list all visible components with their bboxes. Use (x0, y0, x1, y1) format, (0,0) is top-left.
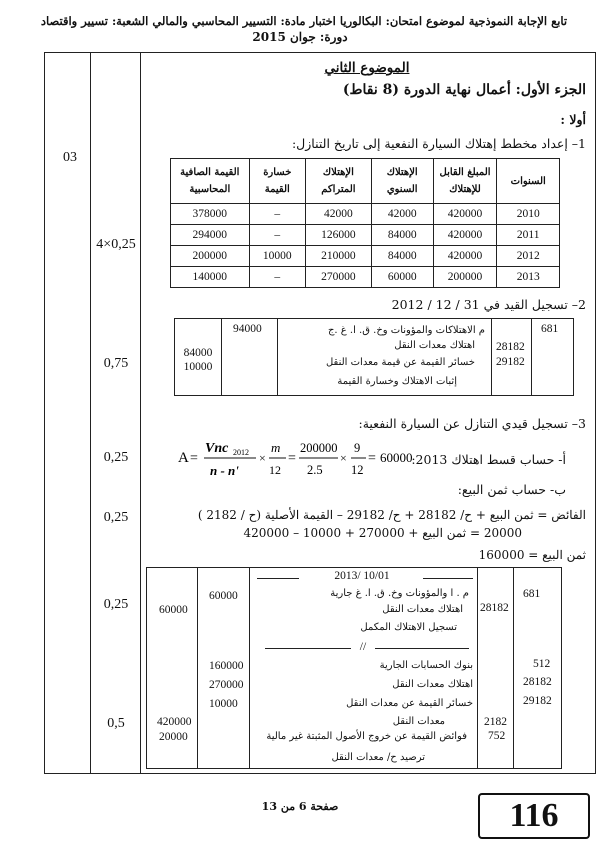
formula-num1-sub: 2012 (233, 448, 249, 457)
entry3-debit-amount-3: 10000 (209, 698, 238, 710)
table-cell: – (249, 267, 305, 288)
entry3-debit-label-1: بنوك الحسابات الجارية (379, 660, 473, 671)
table-cell: 140000 (171, 267, 250, 288)
formula-result: 60000 (380, 450, 413, 465)
table-cell: 200000 (433, 267, 497, 288)
entry1-credit-account-2: 29182 (496, 356, 525, 368)
entry1-credit-amount-2: 10000 (183, 361, 213, 373)
entry3-credit-label-2: فوائض القيمة عن خروج الأصول المثبتة غير مالية (266, 731, 467, 742)
table-row (171, 225, 560, 246)
exam-header-session: دورة: جوان 2015 (252, 30, 348, 44)
entry3-debit-label-2: اهتلاك معدات النقل (392, 679, 473, 690)
formula-den4: 12 (351, 463, 364, 477)
table-cell: – (249, 225, 305, 246)
entry3-debit-amount-1: 160000 (209, 660, 244, 672)
entry3-debit-amount-2: 270000 (209, 679, 244, 691)
entry3-credit-account-1: 2182 (484, 716, 507, 728)
entry1-debit-label: م الاهتلاكات والمؤونات وخ. ق. ا. غ .ج (327, 325, 485, 336)
exam-header-line1: تابع الإجابة النموذجية لموضوع امتحان: البكالوريا اختبار مادة: التسيير المحاسبي والمالي الشعبة: تسيير واقتصاد (40, 14, 568, 28)
table-cell: 2013 (497, 267, 560, 288)
table-cell: 42000 (371, 204, 433, 225)
table-cell: 420000 (433, 246, 497, 267)
formula-equals-2: = (288, 451, 296, 466)
col-header-impairment: خسارة القيمة (249, 159, 305, 204)
formula-num3: 200000 (300, 441, 338, 455)
journal-entries-disposal (146, 567, 562, 769)
formula-equals-3: = (368, 451, 376, 466)
depreciation-table (170, 158, 560, 288)
mark-entry3: 0,5 (107, 716, 125, 731)
table-cell: 60000 (371, 267, 433, 288)
entry-separator-rule-right (375, 648, 469, 649)
table-cell: 210000 (306, 246, 372, 267)
entry3-debit-label-3: خسائر القيمة عن معدات النقل (346, 698, 473, 709)
table-header-row (171, 159, 560, 204)
table-cell: 2010 (497, 204, 560, 225)
formula-times-2: × (340, 451, 347, 465)
entry1-description: إثبات الاهتلاك وخسارة القيمة (337, 376, 457, 387)
depreciation-formula (178, 436, 418, 480)
table-cell: – (249, 204, 305, 225)
table-row (171, 246, 560, 267)
entry3-credit-amount-2: 20000 (159, 731, 188, 743)
entry2-credit-amount: 60000 (159, 604, 188, 616)
table-cell: 420000 (433, 204, 497, 225)
col-header-years: السنوات (497, 159, 560, 204)
table-cell: 126000 (306, 225, 372, 246)
surplus-equation: الفائض = ثمن البيع + ح/ 28182 + ح/ 29182 – القيمة الأصلية (ح / 2182 ) (197, 508, 586, 522)
table-cell: 84000 (371, 246, 433, 267)
entry1-credit-label-1: اهتلاك معدات النقل (394, 340, 475, 351)
mark-sub-b: 0,25 (103, 510, 129, 525)
formula-num1: Vnc (205, 441, 229, 456)
section1-title: 1– إعداد مخطط إهتلاك السيارة النفعية إلى تاريخ التنازل: (291, 136, 586, 151)
table-cell: 420000 (433, 225, 497, 246)
table-row (171, 204, 560, 225)
entry3-credit-account-2: 752 (488, 730, 506, 742)
entry2-date-rule-right (423, 578, 473, 579)
entry1-credit-amount-1: 84000 (183, 347, 213, 359)
topic-title: الموضوع الثاني (324, 60, 410, 76)
formula-den2: 12 (269, 463, 281, 477)
section2-title: 2– تسجيل القيد في 31 / 12 / 2012 (391, 297, 586, 312)
col-header-annual: الإهتلاك السنوي (371, 159, 433, 204)
col-header-accumulated: الإهتلاك المتراكم (306, 159, 372, 204)
entry2-debit-amount: 60000 (209, 590, 238, 602)
section3-title: 3– تسجيل قيدي التنازل عن السيارة النفعية: (358, 416, 586, 431)
entry2-credit-label: اهتلاك معدات النقل (382, 604, 463, 615)
formula-equals-1: = (190, 451, 198, 466)
entry3-credit-label-1: معدات النقل (392, 716, 445, 727)
mark-entry2: 0,25 (103, 597, 129, 612)
col-header-net-value: القيمة الصافية المحاسبية (171, 159, 250, 204)
entry2-description: تسجيل الاهتلاك المكمل (360, 622, 457, 633)
entry1-debit-account: 681 (541, 323, 559, 335)
column-divider-left (90, 52, 91, 774)
journal-entry-2012 (174, 318, 574, 396)
entry2-debit-account: 681 (523, 588, 541, 600)
table-row (171, 267, 560, 288)
col-header-depreciable: المبلغ القابل للإهتلاك (433, 159, 497, 204)
entry-separator-rule-left (265, 648, 351, 649)
table-cell: 294000 (171, 225, 250, 246)
entry1-credit-account-1: 28182 (496, 341, 525, 353)
first-label: أولا : (560, 112, 586, 127)
entry2-debit-label: م . ا والمؤونات وخ. ق. ا. غ جارية (330, 588, 469, 599)
table-cell: 378000 (171, 204, 250, 225)
table-cell: 10000 (249, 246, 305, 267)
surplus-substitution: 20000 = ثمن البيع + 270000 + 10000 – 420000 (243, 526, 522, 540)
part1-title: الجزء الأول: أعمال نهاية الدورة (8 نقاط) (342, 82, 586, 98)
entry3-debit-account-3: 29182 (523, 695, 552, 707)
mark-section2: 0,75 (103, 356, 129, 371)
formula-num2: m (271, 440, 281, 455)
table-cell: 2012 (497, 246, 560, 267)
table-cell: 200000 (171, 246, 250, 267)
formula-den3: 2.5 (307, 463, 323, 477)
entry3-debit-account-1: 512 (533, 658, 551, 670)
selling-price-result: ثمن البيع = 160000 (478, 548, 586, 562)
mark-sub-a: 0,25 (103, 450, 129, 465)
entry1-debit-amount: 94000 (233, 323, 262, 335)
entry2-credit-account: 28182 (480, 602, 509, 614)
table-cell: 2011 (497, 225, 560, 246)
page-label: صفحة 6 من 13 (261, 800, 339, 813)
entry1-credit-label-2: خسائر القيمة عن قيمة معدات النقل (325, 357, 475, 368)
formula-lhs: A (178, 450, 189, 466)
entry3-description: ترصيد ح/ معدات النقل (331, 752, 425, 763)
formula-num4: 9 (354, 441, 361, 455)
mark-section1: 4×0,25 (96, 237, 136, 252)
sub-b-title: ب- حساب ثمن البيع: (457, 482, 566, 497)
table-cell: 42000 (306, 204, 372, 225)
table-cell: 270000 (306, 267, 372, 288)
table-cell: 84000 (371, 225, 433, 246)
entry3-debit-account-2: 28182 (523, 676, 552, 688)
entry-separator: // (359, 641, 367, 653)
question-code: 03 (63, 150, 77, 165)
sub-a-title: أ- حساب قسط اهتلاك 2013: (411, 452, 566, 467)
entry2-date: 2013/ 10/01 (334, 570, 390, 582)
formula-times-1: × (259, 451, 266, 465)
entry3-credit-amount-1: 420000 (157, 716, 192, 728)
page-number-box: 116 (478, 793, 590, 839)
formula-graphic (178, 436, 418, 480)
column-divider-right (140, 52, 141, 774)
formula-den1: n - n' (210, 463, 239, 478)
entry2-date-rule-left (257, 578, 299, 579)
